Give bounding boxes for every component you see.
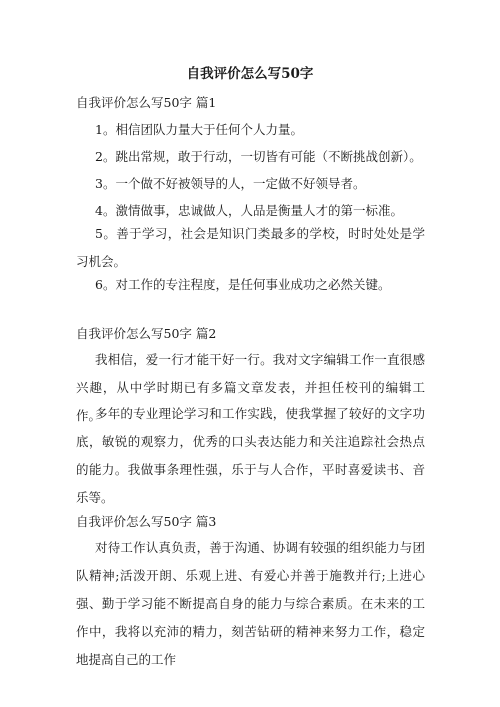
list-item: 1。相信团队力量大于任何个人力量。 xyxy=(95,122,303,137)
paragraph: 对待工作认真负责，善于沟通、协调有较强的组织能力与团队精神;活泼开朗、乐观上进、有爱心并善于施教并行;上进心强、勤于学习能不断提高自身的能力与综合素质。在未来的工作中，我将以充沛的精力，刻苦钻研的精神来努力工作，稳定地提高自己的工作 xyxy=(76,540,425,667)
document-title: 自我评价怎么写50字 xyxy=(186,66,314,82)
section-heading-1: 自我评价怎么写50字 篇1 xyxy=(76,95,217,110)
section-heading-3: 自我评价怎么写50字 篇3 xyxy=(76,514,217,529)
list-item: 3。一个做不好被领导的人，一定做不好领导者。 xyxy=(95,176,366,191)
list-item: 6。对工作的专注程度，是任何事业成功之必然关键。 xyxy=(95,277,391,292)
paragraph: 我相信，爱一行才能干好一行。我对文字编辑工作一直很感兴趣，从中学时期已有多篇文章发表，并担任校刊的编辑工作。 xyxy=(76,352,425,423)
list-item: 2。跳出常规，敢于行动，一切皆有可能（不断挑战创新）。 xyxy=(95,149,422,164)
section-heading-2: 自我评价怎么写50字 篇2 xyxy=(76,326,217,341)
list-item: 4。激情做事，忠诚做人，人品是衡量人才的第一标准。 xyxy=(95,203,403,218)
list-item: 5。善于学习，社会是知识门类最多的学校，时时处处是学习机会。 xyxy=(76,226,425,269)
paragraph: 多年的专业理论学习和工作实践，使我掌握了较好的文字功底，敏锐的观察力，优秀的口头表达能力和关注追踪社会热点的能力。我做事条理性强，乐于与人合作，平时喜爱读书、音乐等。 xyxy=(76,406,425,505)
